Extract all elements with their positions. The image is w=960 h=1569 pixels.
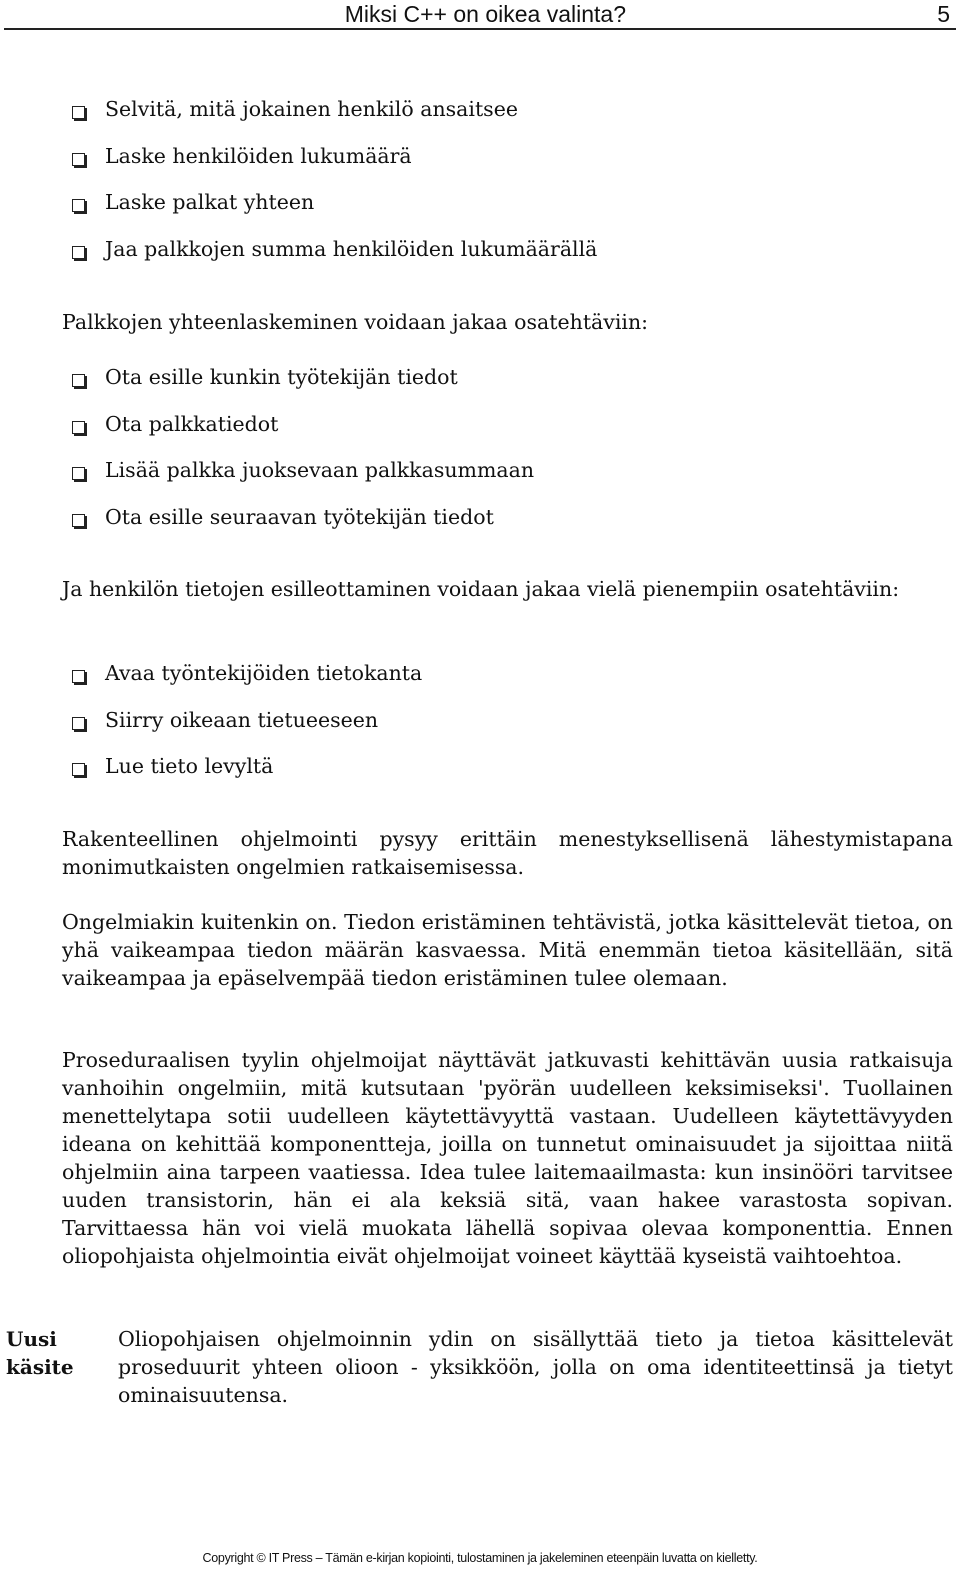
paragraph: Palkkojen yhteenlaskeminen voidaan jakaa osatehtäviin: — [62, 310, 649, 334]
checkbox-icon — [72, 106, 85, 119]
checkbox-icon — [72, 763, 85, 776]
paragraph: Oliopohjaisen ohjelmoinnin ydin on sisällyttää tieto ja tietoa käsittelevät proseduurit yhteen olioon - yksikköön, jolla on oma identiteettinsä ja tietyt ominaisuutensa. — [118, 1327, 953, 1407]
checklist-1 — [72, 97, 597, 283]
list-item: Avaa työntekijöiden tietokanta — [72, 661, 422, 708]
paragraph: Ongelmiakin kuitenkin on. Tiedon eristäminen tehtävistä, jotka käsittelevät tietoa, on yhä vaikeampaa tiedon määrän kasvaessa. Mitä enemmän tietoa käsitellään, sitä vaikeampaa ja epäselvempää tiedon eristäminen tulee olemaan. — [62, 910, 953, 990]
copyright-footer: Copyright © IT Press – Tämän e-kirjan kopiointi, tulostaminen ja jakeleminen eteenpäin luvatta on kielletty. — [202, 1551, 758, 1565]
chapter-title: Miksi C++ on oikea valinta? — [344, 1, 626, 27]
checkbox-icon — [72, 421, 85, 434]
list-item: Laske palkat yhteen — [72, 190, 597, 237]
checkbox-icon — [72, 199, 85, 212]
list-item: Jaa palkkojen summa henkilöiden lukumäärällä — [72, 237, 597, 284]
list-item: Ota esille seuraavan työtekijän tiedot — [72, 505, 534, 552]
list-item: Lisää palkka juoksevaan palkkasummaan — [72, 458, 534, 505]
paragraph: Rakenteellinen ohjelmointi pysyy erittäin menestyksellisenä lähestymistapana monimutkaisten ongelmien ratkaisemisessa. — [62, 827, 953, 879]
checkbox-icon — [72, 467, 85, 480]
checkbox-icon — [72, 670, 85, 683]
running-header — [4, 0, 956, 30]
checkbox-icon — [72, 246, 85, 259]
list-item: Ota palkkatiedot — [72, 412, 534, 459]
checklist-2 — [72, 365, 534, 551]
checkbox-icon — [72, 514, 85, 527]
checkbox-icon — [72, 374, 85, 387]
margin-note: Uusi käsite — [6, 1327, 74, 1379]
checkbox-icon — [72, 717, 85, 730]
list-item: Siirry oikeaan tietueeseen — [72, 708, 422, 755]
paragraph: Proseduraalisen tyylin ohjelmoijat näyttävät jatkuvasti kehittävän uusia ratkaisuja vanhoihin ongelmiin, mitä kutsutaan 'pyörän uudelleen keksimiseksi'. Tuollainen menettelytapa sotii uudelleen käytettävyyttä vastaan. Uudelleen käytettävyyden ideana on kehittää komponentteja, joilla on tunnetut ominaisuudet ja sijoittaa niitä ohjelmiin aina tarpeen vaatiessa. Idea tulee laitemaailmasta: kun insinööri tarvitsee uuden transistorin, hän ei ala keksiä sitä, vaan hakee varastosta sopivan. Tarvittaessa hän voi vielä muokata lähellä sopivaa olevaa komponenttia. Ennen oliopohjaista ohjelmointia eivät ohjelmoijat voineet käyttää kyseistä vaihtoehtoa. — [62, 1048, 953, 1268]
page-number: 5 — [937, 1, 950, 27]
list-item: Ota esille kunkin työtekijän tiedot — [72, 365, 534, 412]
list-item: Lue tieto levyltä — [72, 754, 422, 801]
list-item: Laske henkilöiden lukumäärä — [72, 144, 597, 191]
checkbox-icon — [72, 153, 85, 166]
checklist-3 — [72, 661, 422, 801]
paragraph: Ja henkilön tietojen esilleottaminen voidaan jakaa vielä pienempiin osatehtäviin: — [62, 577, 900, 601]
list-item: Selvitä, mitä jokainen henkilö ansaitsee — [72, 97, 597, 144]
